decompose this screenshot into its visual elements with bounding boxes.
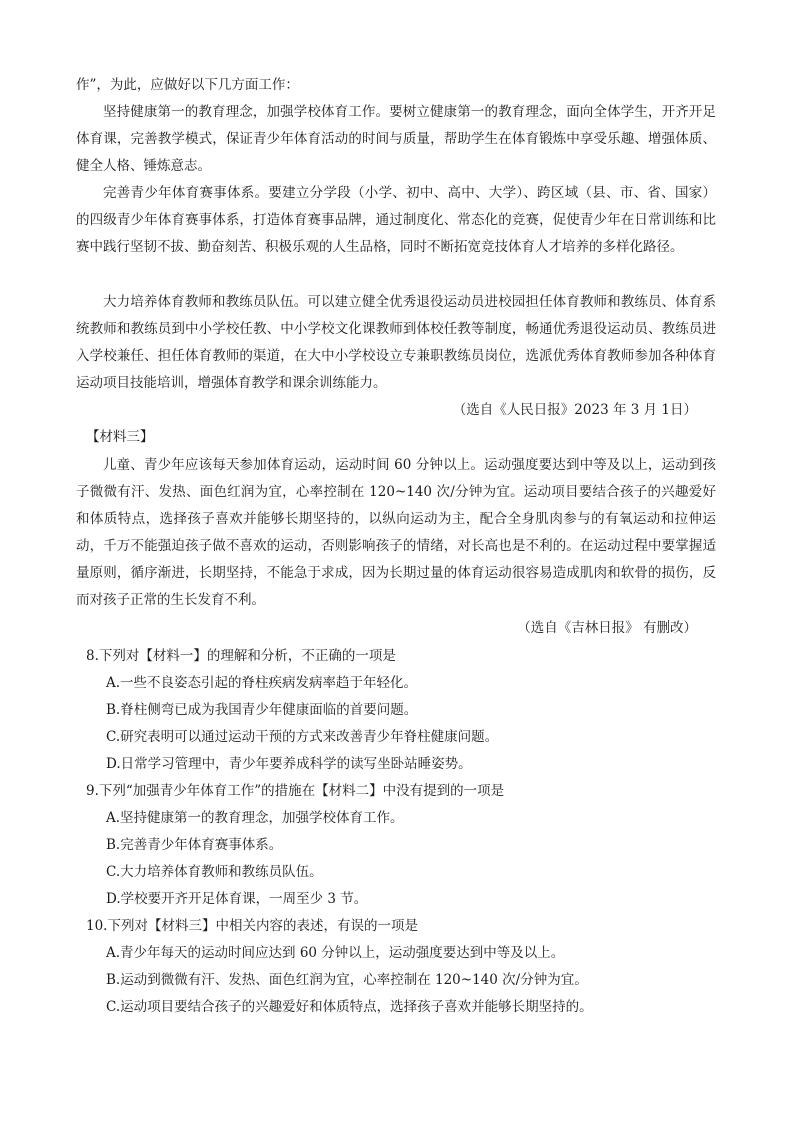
question-8-option-b: B.脊柱侧弯已成为我国青少年健康面临的首要问题。 [106,702,418,718]
question-10-option-c: C.运动项目要结合孩子的兴趣爱好和体质特点，选择孩子喜欢并能够长期坚持的。 [106,999,593,1015]
question-8-stem: 8.下列对【材料一】的理解和分析，不正确的一项是 [86,648,396,664]
question-9-option-c: C.大力培养体育教师和教练员队伍。 [106,864,323,880]
question-9-option-b: B.完善青少年体育赛事体系。 [106,837,283,853]
material3-source: （选自《吉林日报》 有删改） [517,620,697,636]
question-9-option-d: D.学校要开齐开足体育课，一周至少 3 节。 [106,891,368,907]
question-10-option-b: B.运动到微微有汗、发热、面色红润为宜，心率控制在 120~140 次/分钟为宜。 [106,972,588,988]
material2-intro: 作”，为此，应做好以下几方面工作： [76,77,299,93]
question-9-stem: 9.下列“加强青少年体育工作”的措施在【材料二】中没有提到的一项是 [86,783,505,799]
material3-heading: 【材料三】 [86,429,154,445]
question-8-option-d: D.日常学习管理中，青少年要养成科学的读写坐卧站睡姿势。 [106,756,472,772]
material2-source: （选自《人民日报》2023 年 3 月 1日） [452,402,697,418]
material2-paragraph-3: 大力培养体育教师和教练员队伍。可以建立健全优秀退役运动员进校园担任体育教师和教练员、体育系统教师和教练员到中小学校任教、中小学校文化课教师到体校任教等制度，畅通优秀退役运动员、教练员进入学校兼任、担任体育教师的渠道，在大中小学校设立专兼职教练员岗位，选派优秀体育教师参加各种体育运动项目技能培训，增强体育教学和课余训练能力。 [76,294,716,391]
material2-paragraph-2: 完善青少年体育赛事体系。要建立分学段（小学、初中、高中、大学）、跨区域（县、市、省、国家）的四级青少年体育赛事体系，打造体育赛事品牌，通过制度化、常态化的竞赛，促使青少年在日常训练和比赛中践行坚韧不拔、勤奋刻苦、积极乐观的人生品格，同时不断拓宽竞技体育人才培养的多样化路径。 [76,185,716,255]
question-10-stem: 10.下列对【材料三】中相关内容的表述，有误的一项是 [86,918,418,934]
question-8-option-a: A.一些不良姿态引起的脊柱疾病发病率趋于年轻化。 [106,675,418,691]
question-8-option-c: C.研究表明可以通过运动干预的方式来改善青少年脊柱健康问题。 [106,729,499,745]
material2-paragraph-1: 坚持健康第一的教育理念，加强学校体育工作。要树立健康第一的教育理念，面向全体学生，开齐开足体育课，完善教学模式，保证青少年体育活动的时间与质量，帮助学生在体育锻炼中享受乐趣、增强体质、健全人格、锤炼意志。 [76,104,716,174]
question-9-option-a: A.坚持健康第一的教育理念，加强学校体育工作。 [106,810,404,826]
question-10-option-a: A.青少年每天的运动时间应达到 60 分钟以上，运动强度要达到中等及以上。 [106,945,565,961]
material3-paragraph: 儿童、青少年应该每天参加体育运动，运动时间 60 分钟以上。运动强度要达到中等及以上，运动到孩子微微有汗、发热、面色红润为宜，心率控制在 120~140 次/分钟为宜。运动项目要结合孩子的兴趣爱好和体质特点，选择孩子喜欢并能够长期坚持的，以纵向运动为主，配合全身肌肉参与的有氧运动和拉伸运动，千万不能强迫孩子做不喜欢的运动，否则影响孩子的情绪，对长高也是不利的。在运动过程中要掌握适量原则，循序渐进，长期坚持，不能急于求成，因为长期过量的体育运动很容易造成肌肉和软骨的损伤，反而对孩子正常的生长发育不利。 [76,457,716,608]
